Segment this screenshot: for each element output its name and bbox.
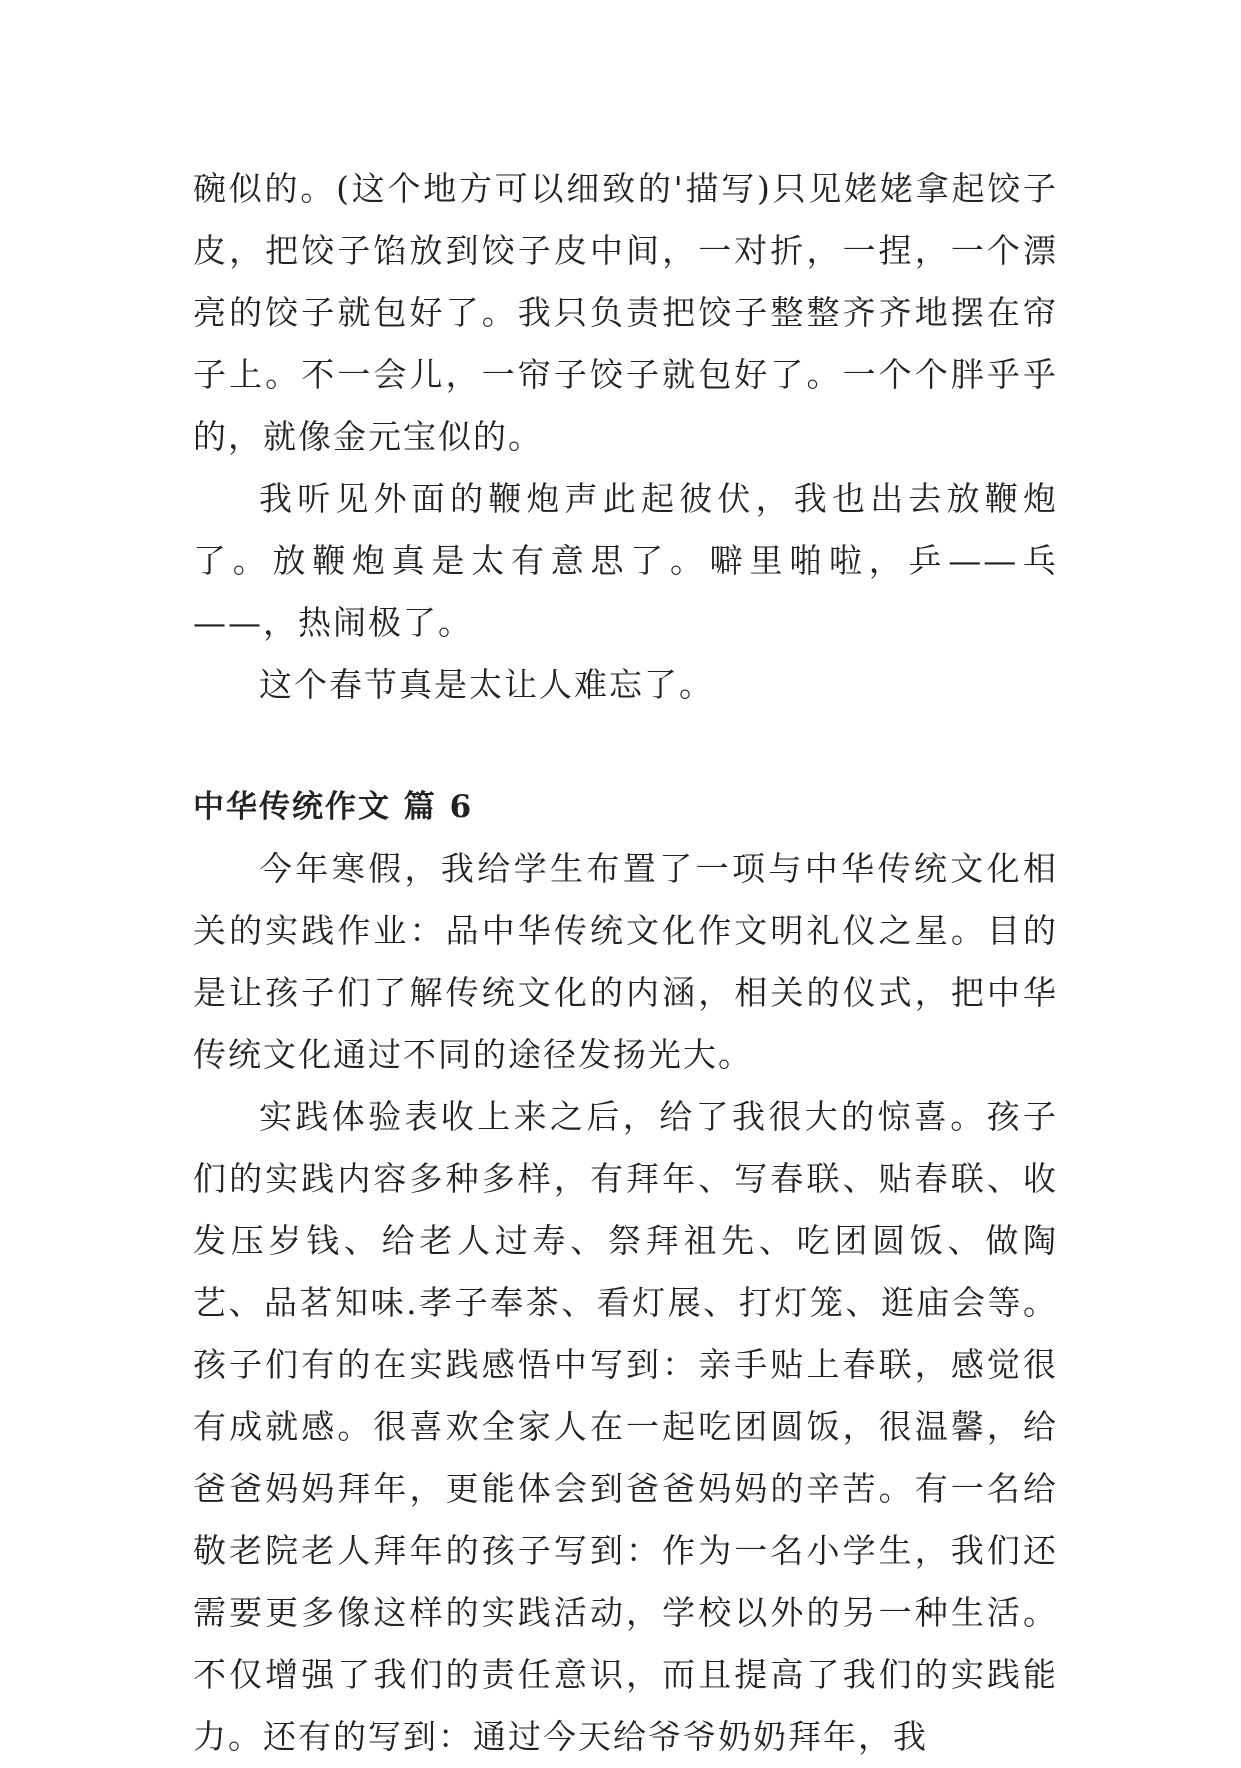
paragraph-feedback: 实践体验表收上来之后，给了我很大的惊喜。孩子们的实践内容多种多样，有拜年、写春联、贴春联、收发压岁钱、给老人过寿、祭拜祖先、吃团圆饭、做陶艺、品茗知味.孝子奉茶、看灯展、打灯笼、逛庙会等。孩子们有的在实践感悟中写到：亲手贴上春联，感觉很有成就感。很喜欢全家人在一起吃团圆饭，很温馨，给爸爸妈妈拜年，更能体会到爸爸妈妈的辛苦。有一名给敬老院老人拜年的孩子写到：作为一名小学生，我们还需要更多像这样的实践活动，学校以外的另一种生活。不仅增强了我们的责任意识，而且提高了我们的实践能力。还有的写到：通过今天给爷爷奶奶拜年，我 [193,1097,1058,1756]
paragraph-closing: 这个春节真是太让人难忘了。 [259,665,714,704]
paragraph-firecrackers: 我听见外面的鞭炮声此起彼伏，我也出去放鞭炮了。放鞭炮真是太有意思了。噼里啪啦，乒——乓——，热闹极了。 [193,479,1058,642]
paragraph-assignment: 今年寒假，我给学生布置了一项与中华传统文化相关的实践作业：品中华传统文化作文明礼仪之星。目的是让孩子们了解传统文化的内涵，相关的仪式，把中华传统文化通过不同的途径发扬光大。 [193,849,1058,1074]
paragraph-continued: 碗似的。(这个地方可以细致的'描写)只见姥姥拿起饺子皮，把饺子馅放到饺子皮中间，一对折，一捏，一个漂亮的饺子就包好了。我只负责把饺子整整齐齐地摆在帘子上。不一会儿，一帘子饺子就包好了。一个个胖乎乎的，就像金元宝似的。 [193,169,1058,456]
document-body [193,158,1058,1768]
section-title: 中华传统作文 篇 6 [193,789,474,825]
